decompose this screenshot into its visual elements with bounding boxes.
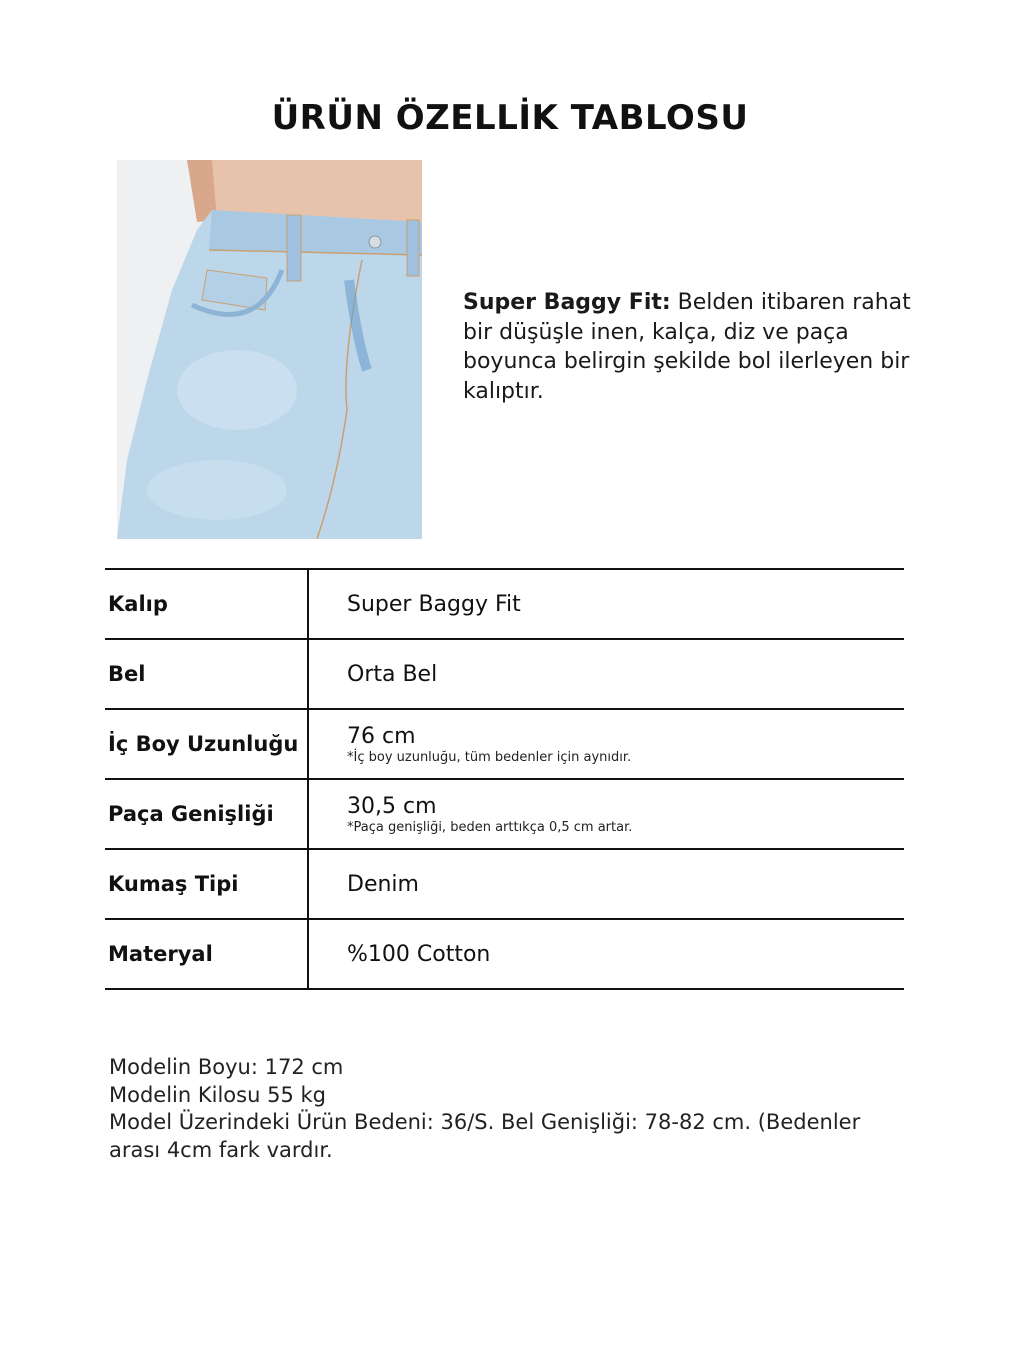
spec-value: Denim (347, 871, 419, 897)
spec-value-cell (307, 780, 904, 848)
spec-key: Kalıp (108, 592, 168, 616)
spec-value-cell (307, 920, 904, 988)
spec-key: İç Boy Uzunluğu (108, 732, 299, 756)
spec-value: Orta Bel (347, 661, 438, 687)
fit-description (463, 288, 923, 406)
table-row (105, 918, 904, 990)
product-photo (117, 160, 422, 539)
model-size-info: Model Üzerindeki Ürün Bedeni: 36/S. Bel Genişliği: 78-82 cm. (Bedenler arası 4cm fark vardır. (109, 1110, 861, 1162)
table-row (105, 568, 904, 638)
spec-key: Kumaş Tipi (108, 872, 239, 896)
spec-value: 76 cm (347, 723, 416, 749)
table-row (105, 778, 904, 848)
spec-key: Paça Genişliği (108, 802, 274, 826)
page-title: ÜRÜN ÖZELLİK TABLOSU (271, 98, 749, 138)
spec-value-cell (307, 570, 904, 638)
model-weight: Modelin Kilosu 55 kg (109, 1082, 326, 1107)
spec-value-cell (307, 710, 904, 778)
fit-description-text: Belden itibaren rahat bir düşüşle inen, kalça, diz ve paça boyunca belirgin şekilde bol ilerleyen bir kalıptır. (463, 290, 911, 404)
table-row (105, 708, 904, 778)
jeans-image-icon (117, 160, 422, 539)
product-spec-table (105, 568, 904, 990)
spec-value-cell (307, 850, 904, 918)
model-height: Modelin Boyu: 172 cm (109, 1055, 344, 1079)
spec-key: Materyal (108, 942, 213, 966)
spec-value: %100 Cotton (347, 941, 491, 967)
spec-note: *İç boy uzunluğu, tüm bedenler için aynıdır. (347, 749, 632, 765)
spec-value: Super Baggy Fit (347, 591, 521, 617)
model-info (109, 1054, 909, 1164)
spec-note: *Paça genişliği, beden arttıkça 0,5 cm artar. (347, 819, 633, 835)
spec-value: 30,5 cm (347, 793, 437, 819)
spec-value-cell (307, 640, 904, 708)
spec-key: Bel (108, 662, 146, 686)
table-row (105, 638, 904, 708)
table-row (105, 848, 904, 918)
fit-description-label: Super Baggy Fit: (463, 290, 671, 315)
